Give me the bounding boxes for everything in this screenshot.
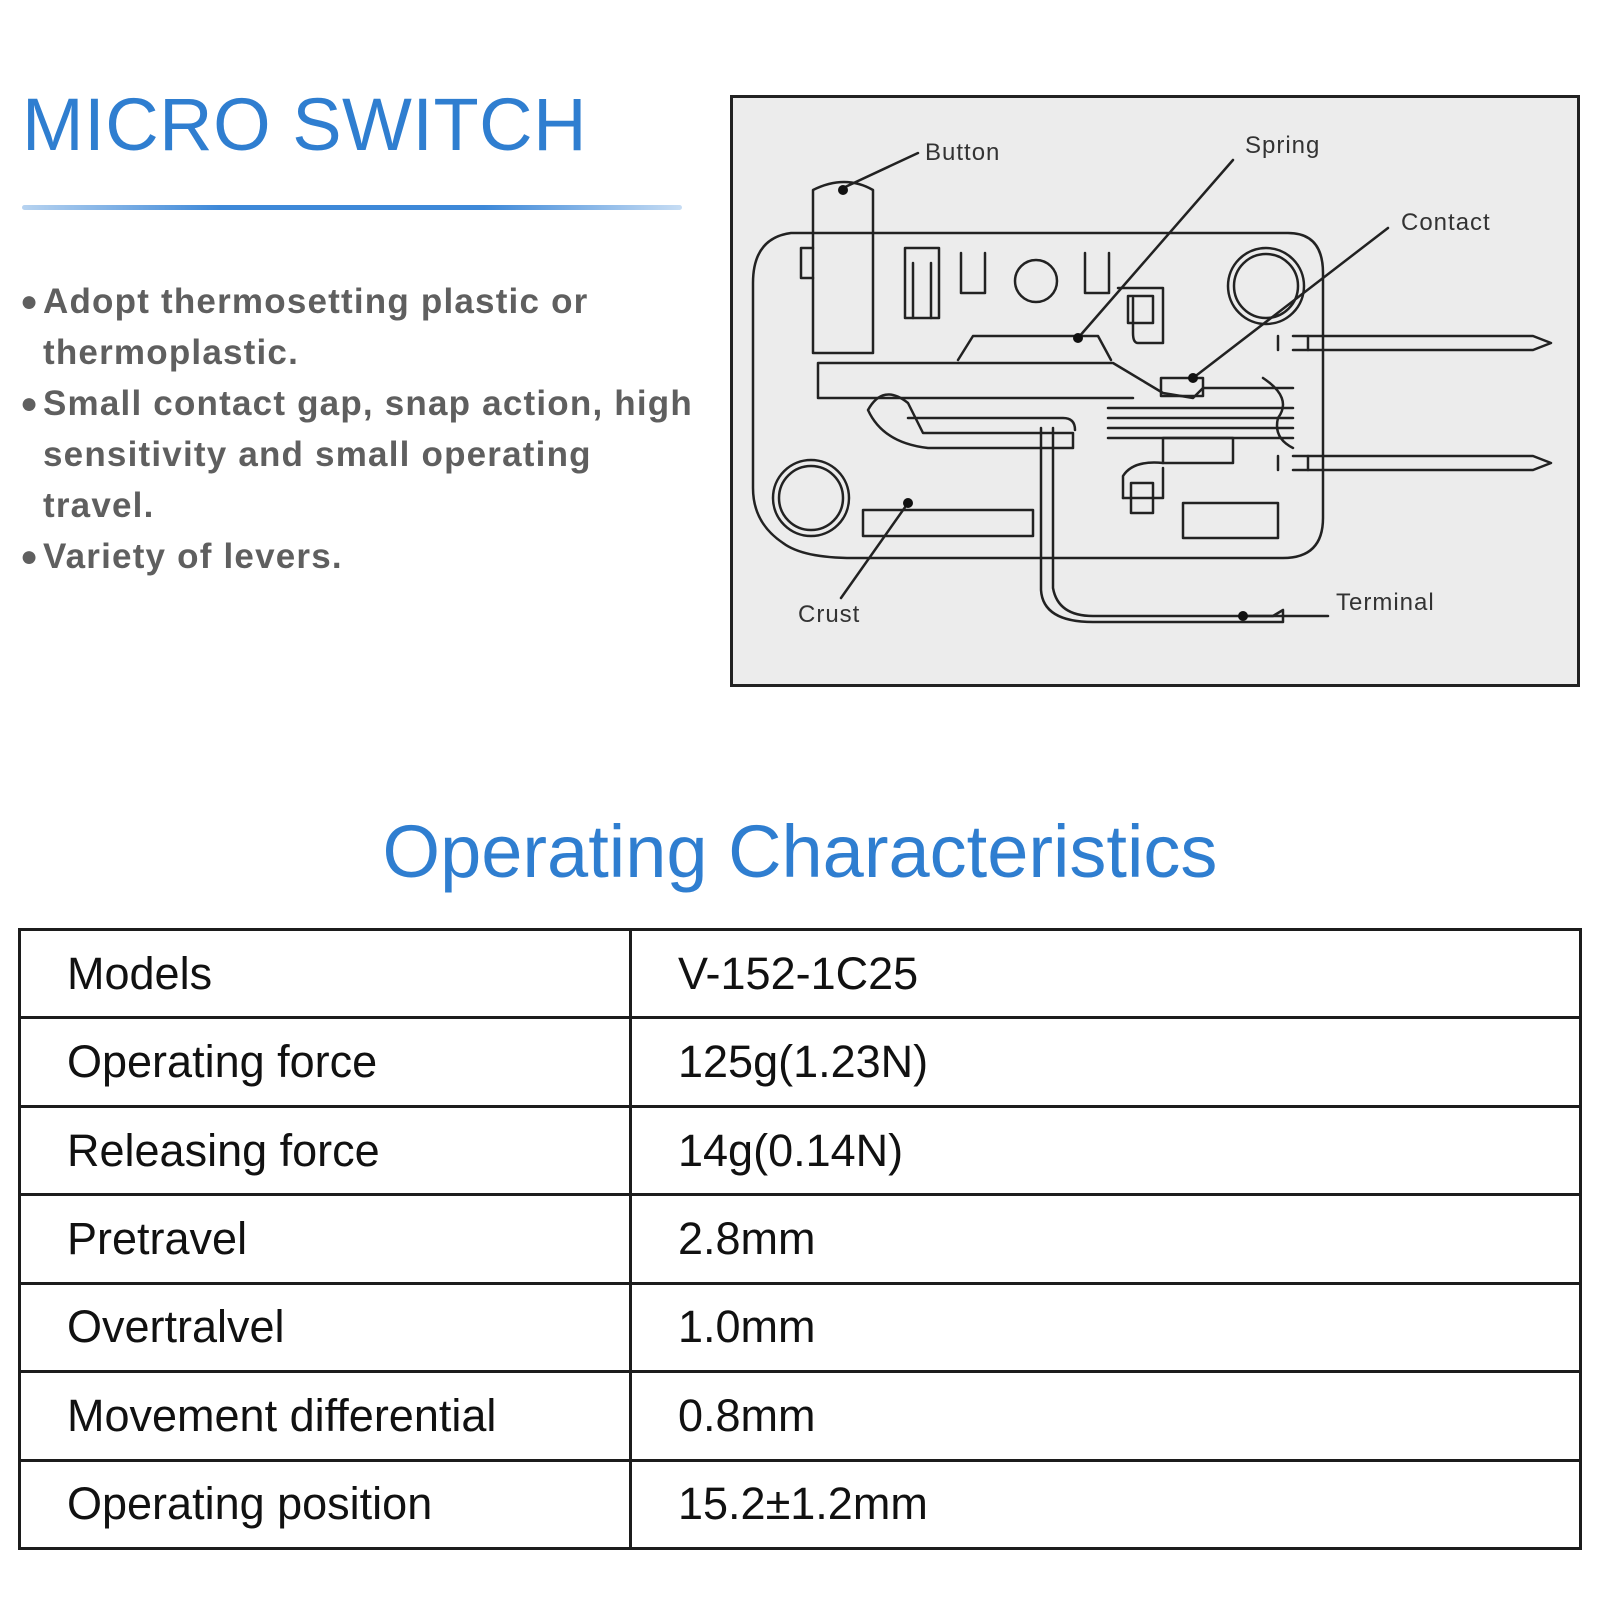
feature-item — [20, 378, 710, 531]
feature-text: Small contact gap, snap action, high sensitivity and small operating travel. — [43, 384, 693, 525]
table-row — [20, 1372, 1581, 1460]
spec-label: Operating position — [20, 1460, 631, 1548]
spec-value: 125g(1.23N) — [631, 1018, 1581, 1106]
upper-terminal — [1293, 336, 1551, 350]
leader-contact — [1193, 228, 1388, 378]
table-row — [20, 930, 1581, 1018]
leader-crust — [841, 503, 908, 598]
leader-spring — [1078, 160, 1233, 338]
spring-leaf — [958, 336, 1111, 360]
spec-value: V-152-1C25 — [631, 930, 1581, 1018]
page-title: MICRO SWITCH — [22, 83, 588, 166]
spec-value: 0.8mm — [631, 1372, 1581, 1460]
table-row — [20, 1106, 1581, 1194]
switch-diagram-drawing — [733, 98, 1577, 684]
spec-label: Movement differential — [20, 1372, 631, 1460]
table-row — [20, 1018, 1581, 1106]
spec-value: 1.0mm — [631, 1283, 1581, 1371]
housing-outline — [753, 233, 1323, 558]
section-title: Operating Characteristics — [382, 810, 1218, 893]
label-terminal: Terminal — [1336, 589, 1435, 616]
label-button: Button — [925, 139, 1001, 166]
bullet-icon: ● — [20, 540, 40, 573]
spec-label: Pretravel — [20, 1195, 631, 1283]
title-divider — [22, 205, 682, 210]
feature-text: Adopt thermosetting plastic or thermoplastic. — [43, 282, 589, 372]
table-row — [20, 1283, 1581, 1371]
spec-label: Models — [20, 930, 631, 1018]
table-row — [20, 1195, 1581, 1283]
feature-list — [20, 276, 710, 582]
lower-terminal — [1293, 456, 1551, 470]
label-spring: Spring — [1245, 132, 1321, 159]
feature-text: Variety of levers. — [43, 537, 343, 576]
actuator-arm — [818, 363, 1293, 398]
button-plunger — [813, 182, 873, 353]
spec-value: 2.8mm — [631, 1195, 1581, 1283]
feature-item — [20, 276, 710, 378]
leader-dots — [838, 185, 1248, 621]
label-crust: Crust — [798, 601, 861, 628]
mounting-hole-right — [1228, 248, 1304, 324]
leader-button — [843, 153, 918, 188]
spec-table — [18, 928, 1582, 1550]
bullet-icon: ● — [20, 285, 40, 318]
label-contact: Contact — [1401, 209, 1491, 236]
spec-value: 14g(0.14N) — [631, 1106, 1581, 1194]
bullet-icon: ● — [20, 387, 40, 420]
center-pin — [1015, 260, 1057, 302]
feature-item — [20, 531, 710, 582]
spec-label: Releasing force — [20, 1106, 631, 1194]
mounting-hole-left — [773, 460, 849, 536]
spec-label: Overtralvel — [20, 1283, 631, 1371]
table-row — [20, 1460, 1581, 1548]
spec-label: Operating force — [20, 1018, 631, 1106]
switch-diagram — [730, 95, 1580, 687]
spec-value: 15.2±1.2mm — [631, 1460, 1581, 1548]
